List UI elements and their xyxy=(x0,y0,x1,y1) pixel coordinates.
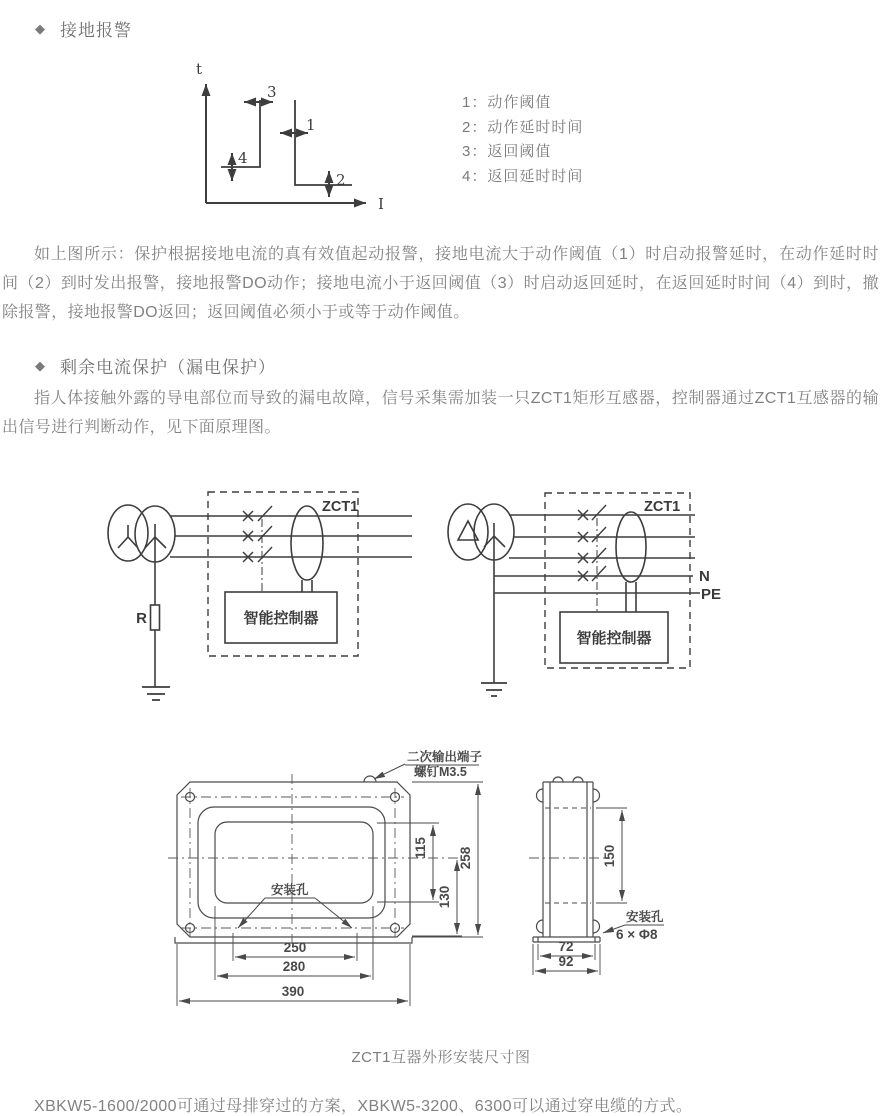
neutral-label: N xyxy=(699,568,710,585)
dim-390: 390 xyxy=(281,984,305,999)
hole-bosses xyxy=(537,789,600,933)
mount-hole-label: 安装孔 xyxy=(271,883,309,897)
threshold-chart xyxy=(196,60,384,213)
ground-symbol xyxy=(481,683,507,696)
pe-label: PE xyxy=(701,586,722,603)
callout-3: 3 xyxy=(267,83,277,101)
circuit-diagram-right xyxy=(448,493,721,696)
controller-label: 智能控制器 xyxy=(576,630,652,647)
y-axis-label: t xyxy=(195,60,203,78)
hole-spec: 6 × Φ8 xyxy=(616,927,658,942)
legend-item: 1：动作阈值 xyxy=(462,94,552,111)
zct-label: ZCT1 xyxy=(644,499,681,515)
contact-x-marks xyxy=(578,510,588,581)
side-outline xyxy=(543,782,593,937)
legend-item: 4：返回延时时间 xyxy=(462,167,584,185)
dim-92: 92 xyxy=(558,954,574,969)
dim-115: 115 xyxy=(413,837,428,859)
dim-280: 280 xyxy=(282,959,306,974)
legend-item: 2：动作延时时间 xyxy=(462,118,584,136)
diamond-bullet-icon: ◆ xyxy=(35,357,46,373)
zct-label: ZCT1 xyxy=(322,499,359,515)
dim-72: 72 xyxy=(558,939,574,954)
callout-2: 2 xyxy=(336,171,346,189)
outer-outline xyxy=(177,782,410,937)
resistor-label: R xyxy=(136,610,147,627)
callout-1: 1 xyxy=(306,116,316,134)
legend-item: 3：返回阈值 xyxy=(462,143,552,161)
ground-symbol xyxy=(142,687,170,700)
zct-transformer-symbol xyxy=(291,506,323,580)
dim-150: 150 xyxy=(602,844,617,868)
dim-130: 130 xyxy=(437,885,452,909)
switch-blades xyxy=(258,506,272,562)
controller-label: 智能控制器 xyxy=(243,610,319,627)
callout-4: 4 xyxy=(238,149,248,167)
zct-front-view xyxy=(168,749,483,1006)
residual-current-paragraph: 指人体接触外露的导电部位而导致的漏电故障，信号采集需加装一只ZCT1矩形互感器，控制器通过ZCT1互感器的输出信号进行判断动作，见下面原理图。 xyxy=(2,390,879,436)
centerlines xyxy=(168,774,460,948)
middle-outline xyxy=(198,807,385,918)
circuit-diagram-left xyxy=(108,492,412,700)
terminal-note-line2: 螺钉M3.5 xyxy=(414,765,467,779)
x-axis-label: I xyxy=(378,195,384,213)
terminal-bumps xyxy=(553,777,583,782)
terminal-note-line1: 二次输出端子 xyxy=(407,750,483,764)
dim-250: 250 xyxy=(283,940,307,955)
footer-paragraph: XBKW5-1600/2000可通过母排穿过的方案，XBKW5-3200、6300可以通过穿电缆的方式。 xyxy=(34,1098,693,1115)
mount-hole-label: 安装孔 xyxy=(626,910,664,924)
switch-blades xyxy=(592,505,606,581)
resistor-symbol xyxy=(151,605,160,630)
section-title-text: 剩余电流保护（漏电保护） xyxy=(60,358,276,377)
diamond-bullet-icon: ◆ xyxy=(35,20,46,36)
section-title-text: 接地报警 xyxy=(60,21,132,40)
figure-caption: ZCT1互器外形安装尺寸图 xyxy=(351,1049,531,1066)
zct-transformer-symbol xyxy=(616,512,646,582)
dim-258: 258 xyxy=(458,846,473,870)
ground-alarm-paragraph: 如上图所示：保护根据接地电流的真有效值起动报警，接地电流大于动作阈值（1）时启动报警延时，在动作延时时间（2）到时发出报警，接地报警DO动作；接地电流小于返回阈值（3）时启动返回延时，在返回延时时间（4）到时，撤除报警，接地报警DO返回；返回阈值必须小于或等于动作阈值。 xyxy=(2,246,879,321)
zct-side-view xyxy=(529,777,664,975)
